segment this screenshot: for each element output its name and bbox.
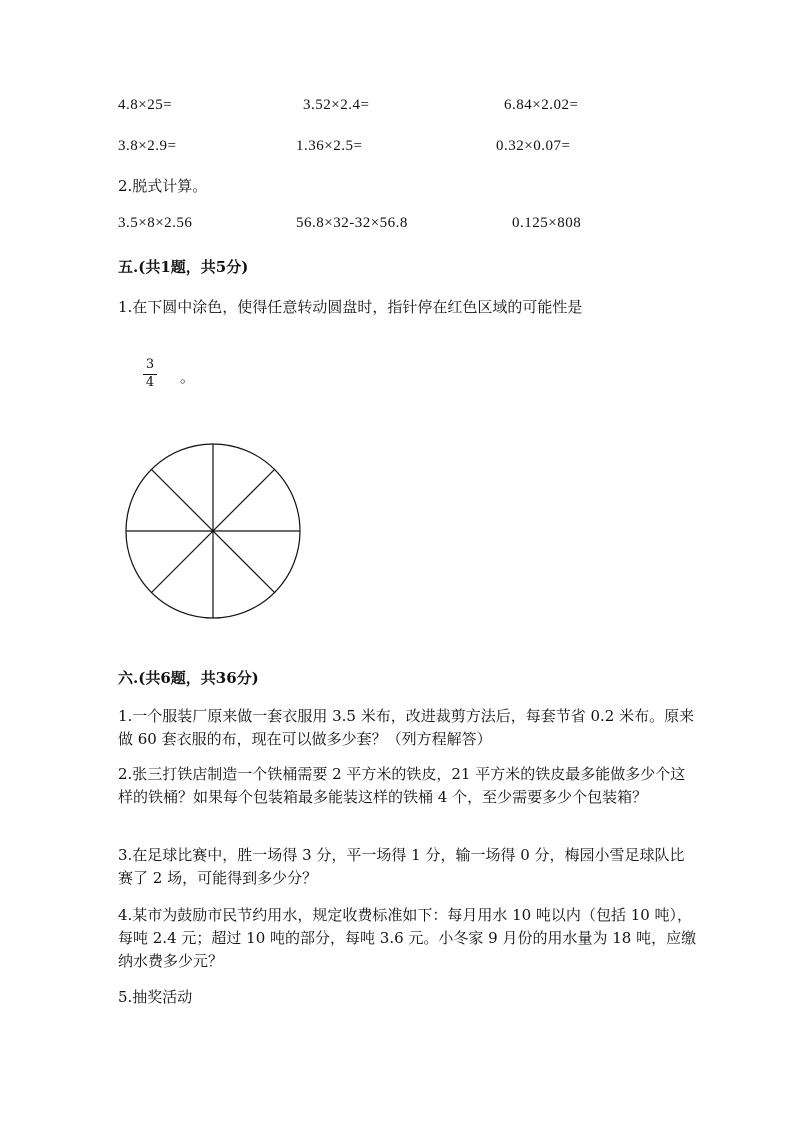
question-title: 2.脱式计算。 <box>118 177 208 195</box>
calc-item: 0.125×808 <box>512 215 582 231</box>
calc-item: 3.8×2.9= <box>118 138 177 154</box>
calc-item: 56.8×32-32×56.8 <box>296 215 408 231</box>
calc-item: 0.32×0.07= <box>496 138 571 154</box>
period: 。 <box>180 368 196 386</box>
question-text: 2.张三打铁店制造一个铁桶需要 2 平方米的铁皮，21 平方米的铁皮最多能做多少个这样的铁桶？如果每个包装箱最多能装这样的铁桶 4 个，至少需要多少个包装箱？ <box>118 765 686 806</box>
calc-item: 3.5×8×2.56 <box>118 215 193 231</box>
calc-item: 3.52×2.4= <box>303 97 370 113</box>
fraction-denominator: 4 <box>145 375 155 390</box>
question-text: 4.某市为鼓励市民节约用水，规定收费标准如下：每月用水 10 吨以内（包括 10 吨），每吨 2.4 元；超过 10 吨的部分，每吨 3.6 元。小冬家 9 月份的用水量为 18 吨，应缴纳水费多少元？ <box>118 906 697 970</box>
calc-item: 6.84×2.02= <box>504 97 579 113</box>
question-text: 5.抽奖活动 <box>118 988 193 1006</box>
question-text: 1.一个服装厂原来做一套衣服用 3.5 米布，改进裁剪方法后，每套节省 0.2 米布。原来做 60 套衣服的布，现在可以做多少套？（列方程解答） <box>118 707 695 748</box>
fraction-numerator: 3 <box>145 357 155 372</box>
calc-item: 1.36×2.5= <box>296 138 363 154</box>
question-text: 1.在下圆中涂色，使得任意转动圆盘时，指针停在红色区域的可能性是 <box>118 298 583 316</box>
section-heading: 五.(共1题，共5分) <box>118 258 249 276</box>
section-heading: 六.(共6题，共36分) <box>118 669 259 687</box>
question-text: 3.在足球比赛中，胜一场得 3 分，平一场得 1 分，输一场得 0 分，梅园小雪足球队比赛了 2 场，可能得到多少分？ <box>118 846 685 887</box>
calc-item: 4.8×25= <box>118 97 173 113</box>
